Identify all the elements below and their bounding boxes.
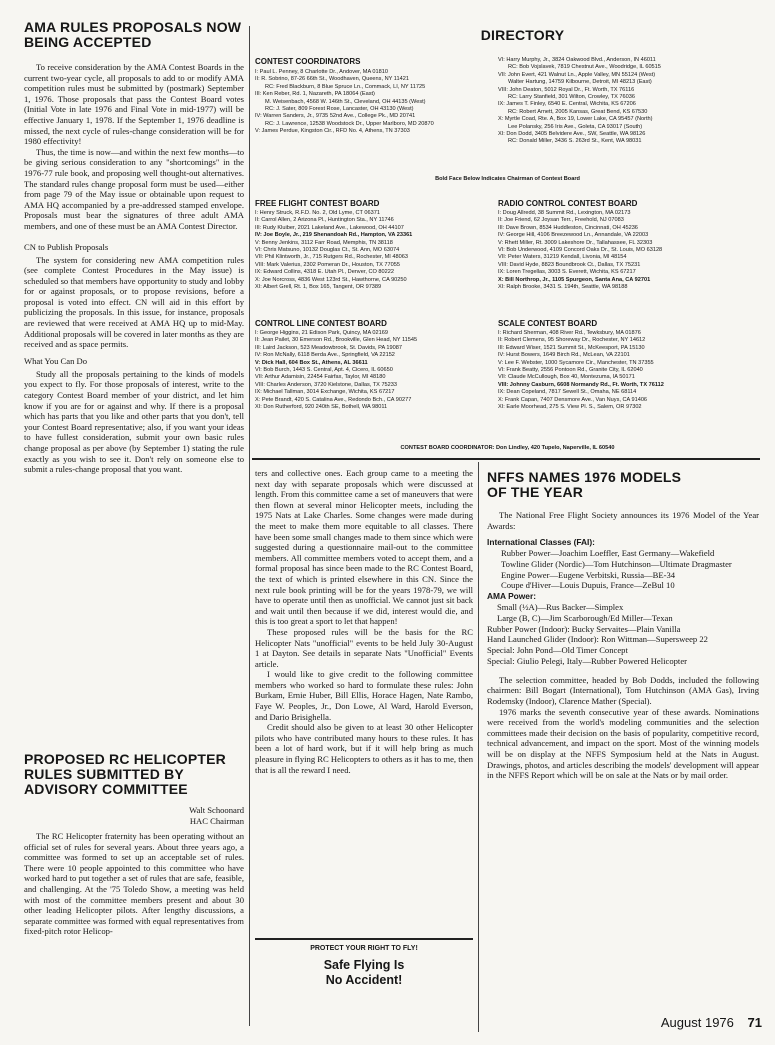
author-name: Walt Schoonard [189,805,244,815]
helicopter-paragraph: ters and collective ones. Each group came to a meeting the next day with separate proposals which were discussed at length. From this committee came a set of maneuvers that were then flown at several minor Helicopter meets, including the 1975 Nats at Lake Charles. Some changes were made during the meet to make them more equitable to all classes. There have been some small changes made to them since which were suggested during a questionnaire mail-out to the committee members. All committee members voted to accept them, and a formal proposal has since been made to the RC Contest Board, the text of which is printed elsewhere in this CN. Since the next rule book printing will be for the years 1978-79, we will have to operate until then as unofficial. We cannot just sit back and wait until then because if we did, interest would die, and this is too great a sport to let that happen! [255,468,473,627]
radio-control-heading: RADIO CONTROL CONTEST BOARD [498,199,638,208]
coordinator-entry: RC: J. Sater, 809 Forest Rose, Lancaster, OH 43130 (West) [265,106,414,113]
coordinator-entry: V: James Perdue, Kingston Cir., RFD No. 4, Athens, TN 37303 [255,128,410,135]
safety-headline-2: No Accident! [325,973,403,987]
page-number: 71 [747,1015,762,1030]
board-member: VI: Chris Matsuno, 10132 Douglas Ct., St. Ann, MO 63074 [255,247,400,254]
coordinator-entry: RC: J. Lawrence, 12538 Woodstock Dr., Upper Marlboro, MD 20870 [265,120,434,127]
board-member: IX: Dean Copeland, 7817 Sewell St., Omaha, NE 68114 [498,389,637,396]
board-member: X: Pete Brandt, 420 S. Catalina Ave., Redondo Bch., CA 90277 [255,396,412,403]
scale-heading: SCALE CONTEST BOARD [498,319,598,328]
helicopter-paragraph: These proposed rules will be the basis for the RC Helicopter Nats "unofficial" events to be held July 30-August 1 at Dayton. See details in separate Nats "Unofficial" Events article. [255,626,473,669]
board-member: VI: Bob Burch, 1443 S. Central, Apt. 4, Cicero, IL 60650 [255,367,393,374]
board-member: VII: Peter Waters, 31219 Kendall, Livonia, MI 48154 [498,254,627,261]
board-member: IX: Edward Collins, 4318 E. Utah Pl., Denver, CO 80222 [255,269,394,276]
board-member: IV: Hurst Bowers, 1649 Birch Rd., McLean, VA 22101 [498,352,630,359]
nffs-intro: The National Free Flight Society announces its 1976 Model of the Year Awards: [487,510,759,531]
board-member: II: Jean Pailet, 30 Emerson Rd., Brookville, Glen Head, NY 11545 [255,337,418,344]
board-member: IX: Michael Tallman, 3014 Exchange, Wichita, KS 67217 [255,389,395,396]
award-entry: Special: Giulio Pelegi, Italy—Rubber Powered Helicopter [487,655,687,666]
coordinator-entry: RC: Robert Arnett, 2005 Kansas, Great Bend, KS 67530 [508,108,648,115]
award-entry: Rubber Power—Joachim Loeffler, East Germany—Wakefield [501,547,715,558]
coordinator-entry: RC: Fred Blackburn, 8 Blue Spruce Ln., Commack, LI, NY 11725 [265,83,426,90]
coordinators-right [498,57,760,146]
board-member: I: Doug Allredd, 38 Summit Rd., Lexington, MA 02173 [498,210,631,216]
board-member: VIII: Johnny Casburn, 6608 Normandy Rd., Ft. Worth, TX 76112 [498,381,664,388]
ama-rules-paragraph: Thus, the time is now—and within the next few months—to be giving serious consideration to any "shortcomings" in the 1976-77 rule book, and proposing well thought-out alternatives. The standard rules change proposal form must be used—either from page 79 of the May issue or obtainable upon request to AMA HQ accompanied by a pre-addressed stamped envelope. Proposals must bear the signatures of three adult AMA members, and one of these must be an AMA Contest Director. [24,146,244,231]
award-entry: Rubber Power (Indoor): Bucky Servaites—Plain Vanilla [487,623,681,634]
board-member: II: Robert Clemens, 95 Shoreway Dr., Rochester, NY 14612 [498,337,646,344]
directory-section [255,28,760,458]
board-member: III: Dave Brown, 8534 Huddleston, Cincinnati, OH 45236 [498,224,638,231]
award-entry: Large (B, C)—Jim Scarborough/Ed Miller—Texan [497,612,673,623]
board-member: IV: Joe Boyle, Jr., 219 Shenandoah Rd., Hampton, VA 23361 [255,232,413,239]
nffs-paragraph: The selection committee, headed by Bob Dodds, included the following chairmen: Bill Bogart (International), Tom Hutchinson (AMA Gas), Irving Rodemsky (Indoor), Clarence Mather (Special). [487,674,759,706]
safety-slogan [255,944,473,1004]
coordinator-entry: I: Paul L. Penney, 8 Charlotte Dr., Andover, MA 01810 [255,69,388,75]
helicopter-article-title: PROPOSED RC HELICOPTER RULES SUBMITTED BY ADVISORY COMMITTEE [24,752,226,797]
coordinator-entry: XI: Don Dodd, 3405 Belvidere Ave., SW, Seattle, WA 98126 [498,131,646,138]
coordinators-heading: CONTEST COORDINATORS [255,57,361,66]
board-member: VII: Arthur Adamisin, 22454 Fairfax, Taylor, MI 48180 [255,374,386,381]
radio-control-board [498,199,760,291]
coordinator-entry: RC: Larry Stanfield, 301 Wilton, Crowley, TX 76036 [508,94,635,101]
ama-rules-article [24,20,244,725]
coordinator-entry: Lee Polansky, 256 Iris Ave., Goleta, CA 93017 (South) [508,123,643,130]
board-member: XI: Albert Grell, Rt. 1, Box 165, Tangent, OR 97389 [255,284,382,291]
intl-classes-heading: International Classes (FAI): [487,537,595,548]
subheading-what-you-can-do: What You Can Do [24,355,88,366]
board-member: I: George Higgins, 21 Edison Park, Quincy, MA 02169 [255,330,388,336]
nffs-article [487,470,759,1010]
issue-date: August 1976 [660,1015,734,1030]
board-member: IX: Loren Tregellas, 3003 S. Everett, Wichita, KS 67217 [498,269,636,276]
contest-boards [255,199,760,458]
helicopter-paragraph: Credit should also be given to at least 30 other Helicopter pilots who have contributed many hours to these rules. It has been a lot of hard work, but if it will help bring as much pleasure in flying RC Helicopters to others as it has to me, then that is all the reward I need. [255,722,473,775]
board-member: I: Richard Sherman, 408 River Rd., Tewksbury, MA 01876 [498,330,641,336]
safety-top-rule [255,938,473,940]
coordinator-entry: VIII: John Deaton, 5012 Royal Dr., Ft. Worth, TX 76116 [498,86,635,93]
award-entry: Coupe d'Hiver—Louis Dupuis, France—ZeBul 10 [501,580,675,591]
coordinator-entry: M. Weisenbach, 4568 W. 146th St., Cleveland, OH 44135 (West) [265,98,426,105]
board-member: XI: Don Rutherford, 920 240th SE, Bothell, WA 98011 [255,404,388,411]
coordinator-entry: RC: Bob Vojslavek, 7819 Chestnut Ave., Woodridge, IL 60515 [508,64,661,71]
board-member: III: Edward Wiser, 1521 Summit St., McKeesport, PA 15130 [498,344,645,351]
board-member: X: Bill Northrop, Jr., 1105 Spurgeon, Santa Ana, CA 92701 [498,276,651,283]
award-entry: Engine Power—Eugene Verbitski, Russia—BE-34 [501,569,676,580]
board-member: XI: Ralph Brooke, 3431 S. 194th, Seattle, WA 98188 [498,284,628,291]
board-member: X: Joe Norcross, 4836 West 123rd St., Hawthorne, CA 90250 [255,276,407,283]
ama-rules-body [24,62,244,475]
board-member: VIII: David Hyde, 8823 Boundbrook Ct., Dallas, TX 75231 [498,261,641,268]
coordinator-entry: Walter Hartung, 14759 Kilbourne, Detroit, MI 48213 (East) [508,79,652,86]
helicopter-paragraph: I would like to give credit to the following committee members who worked so hard to formulate these rules: John Burkam, Ernie Huber, Bill Ellis, Horace Hagen, Nate Rambo, Faye W. Peoples, Jr., Don Lowe, Al Ward, Harold Everson, and Dario Brisighella. [255,669,473,722]
board-member: VI: Bob Underwood, 4109 Concord Oaks Dr., St. Louis, MO 63128 [498,247,663,254]
chairman-note: Bold Face Below Indicates Chairman of Contest Board [435,176,580,182]
free-flight-board [255,199,495,291]
board-member: XI: Earle Moorhead, 275 S. View Pl. S., Salem, OR 97302 [498,404,642,411]
award-entry: Special: John Pond—Old Timer Concept [487,645,628,656]
board-member: III: Laird Jackson, 523 Meadowbrook, St. Davids, PA 19087 [255,344,402,351]
control-line-board [255,319,495,411]
coordinators-left [255,69,493,136]
coordinator-entry: IV: Warren Sanders, Jr., 9735 52nd Ave., College Pk., MD 20741 [255,113,416,120]
board-member: VII: Claude McCullough, Box 40, Montezuma, IA 50171 [498,374,635,381]
coordinator-entry: IX: James T. Finley, 6540 E. Central, Wichita, KS 67206 [498,101,636,108]
board-member: V: Lee F. Webster, 1000 Sycamore Cir., Manchester, TN 37355 [498,359,654,366]
coordinator-entry: III: Ken Reber, Rd. 1, Nazareth, PA 18064 (East) [255,91,375,98]
board-member: II: Joe Friend, 62 Joysan Terr., Freehold, NJ 07083 [498,217,624,224]
scale-board [498,319,760,411]
helicopter-article-col1 [24,752,244,1037]
board-member: VII: Phil Klintworth, Jr., 715 Rutgers Rd., Rochester, MI 48063 [255,254,408,261]
contest-coordinators [255,57,760,185]
nffs-paragraph: 1976 marks the seventh consecutive year of these awards. Nominations were received from the world's modeling communities and the selection committees made their decision on the basis of popularity, competitive record, technical advancement, and impact on the sport. Most of the winning models will be on display at the NFFS Symposium held at the Nats in August. Drawings, photos, and articles describing the models' development will appear in the NFFS Report which will be on sale at the Nats or by mail order. [487,706,759,781]
board-member: VIII: Charles Anderson, 3720 Kielstone, Dallas, TX 75233 [255,381,398,388]
subheading-cn-publish: CN to Publish Proposals [24,241,109,252]
board-member: I: Henry Struck, R.F.D. No. 2, Old Lyme, CT 06371 [255,210,380,216]
coordinator-entry: VI: Harry Murphy, Jr., 3824 Oakwood Blvd., Anderson, IN 46011 [498,57,656,63]
ama-rules-paragraph: To receive consideration by the AMA Contest Boards in the current two-year cycle, all proposals to add to or modify AMA competition rules must be submitted by (postmark) September 1, 1976. Those proposals that pass the Contest Board votes (Initial Vote in late 1976 and Final Vote in mid-1977) will be effective January 1, 1978. If the September 1, 1976 deadline is missed, the next cycle of rules-change consideration will be for 1980 effectivity! [24,62,244,147]
free-flight-heading: FREE FLIGHT CONTEST BOARD [255,199,380,208]
safety-headline-1: Safe Flying Is [323,958,405,972]
ama-power-heading: AMA Power: [487,591,537,602]
helicopter-paragraph: The RC Helicopter fraternity has been operating without an official set of rules for several years. About three years ago, a committee was formed to set up an acceptable set of rules. There were 10 people appointed to this committee who have worked hard to put together a set of rules that are safe, feasible, and challenging. At the '75 Toledo Show, a meeting was held with most of the committee members present and about 30 other leading Helicopter pilots. After lengthy discussions, a separate committee was formed with equal representatives from fixed-pitch rotor Helicop- [24,831,244,937]
board-member: VIII: Mark Valerius, 2302 Pomeran Dr., Houston, TX 77055 [255,261,400,268]
board-coordinator-line: CONTEST BOARD COORDINATOR: Don Lindley, 420 Tupelo, Naperville, IL 60540 [400,445,615,451]
directory-title: DIRECTORY [480,28,565,43]
board-member: V: Rhett Miller, Rt. 3009 Lakeshore Dr., Tallahassee, FL 32303 [498,239,653,246]
board-member: IV: George Hill, 4106 Breezewood Ln., Annandale, VA 22003 [498,232,649,239]
coordinator-entry: RC: Donald Miller, 3436 S. 263rd St., Kent, WA 98031 [508,138,642,145]
middle-column-divider [478,462,479,1032]
coordinator-entry: VII: John Evert, 421 Walnut Ln., Apple Valley, MN 55124 (West) [498,71,656,78]
page-footer [592,1014,762,1034]
board-member: VI: Frank Beatty, 2556 Pontoon Rd., Granite City, IL 62040 [498,367,643,374]
directory-bottom-rule [252,458,760,460]
awards-list [487,537,759,667]
board-member: V: Dick Hall, 604 Box St., Athens, AL 36611 [255,359,368,366]
nffs-title: NFFS NAMES 1976 MODELS OF THE YEAR [487,470,682,500]
ama-rules-title: AMA RULES PROPOSALS NOW BEING ACCEPTED [24,20,242,50]
board-member: IV: Ron McNally, 6118 Berda Ave., Springfield, VA 22152 [255,352,395,359]
award-entry: Small (½A)—Rus Backer—Simplex [497,601,624,612]
award-entry: Hand Launched Glider (Indoor): Ron Wittman—Supersweep 22 [487,634,708,645]
award-entry: Towline Glider (Nordic)—Tom Hutchinson—Ultimate Dragmaster [501,558,732,569]
left-column-divider [249,26,250,1026]
board-member: II: Carrol Allen, 2 Arizona Pl., Huntington Sta., NY 11746 [255,217,394,224]
board-member: V: Benny Jenkins, 3112 Farr Road, Memphis, TN 38118 [255,239,393,246]
helicopter-byline [24,805,244,827]
board-member: III: Rudy Kluiber, 2021 Lakeland Ave., Lakewood, OH 44107 [255,224,404,231]
helicopter-article-col2 [255,468,473,928]
cn-publish-paragraph: The system for considering new AMA competition rules (see complete Contest Procedures in the May issue) is scheduled so that members have opportunity to study and lobby for or against proposals, or to propose revisions, before a proposal is voted into effect. CN will aid in this effort by publicizing the proposals. In this issue, for instance, proposals are reviewed that were received at AMA HQ up to mid-May. Additional proposals will be covered in later months as they are received and as space permits. [24,254,244,350]
control-line-heading: CONTROL LINE CONTEST BOARD [255,319,387,328]
board-member: X: Frank Capan, 7407 Densmore Ave., Van Nuys, CA 91406 [498,396,648,403]
coordinator-entry: X: Myrtle Coad, Rte. A, Box 19, Lower Lake, CA 95457 (North) [498,116,653,123]
what-you-can-do-paragraph: Study all the proposals pertaining to the kinds of models you expect to fly. For those proposals of interest, write to the category Contest Board member of your district, and let him know if you are for or against and why. If there is a proposal which has parts that you like and other parts that you don't, tell your Contest Board representative; also, if you want your ideas to have fullest consideration, submit your own basic rules change proposal as per above (by September 1) stating the rule exactly as you wish to see it. Don't rely on someone else to submit a rules-change proposal that you want. [24,368,244,475]
coordinator-entry: II: R. Sobrino, 87-26 66th St., Woodhaven, Queens, NY 11421 [255,76,409,83]
safety-tagline: PROTECT YOUR RIGHT TO FLY! [310,945,418,952]
author-title: HAC Chairman [189,816,244,826]
